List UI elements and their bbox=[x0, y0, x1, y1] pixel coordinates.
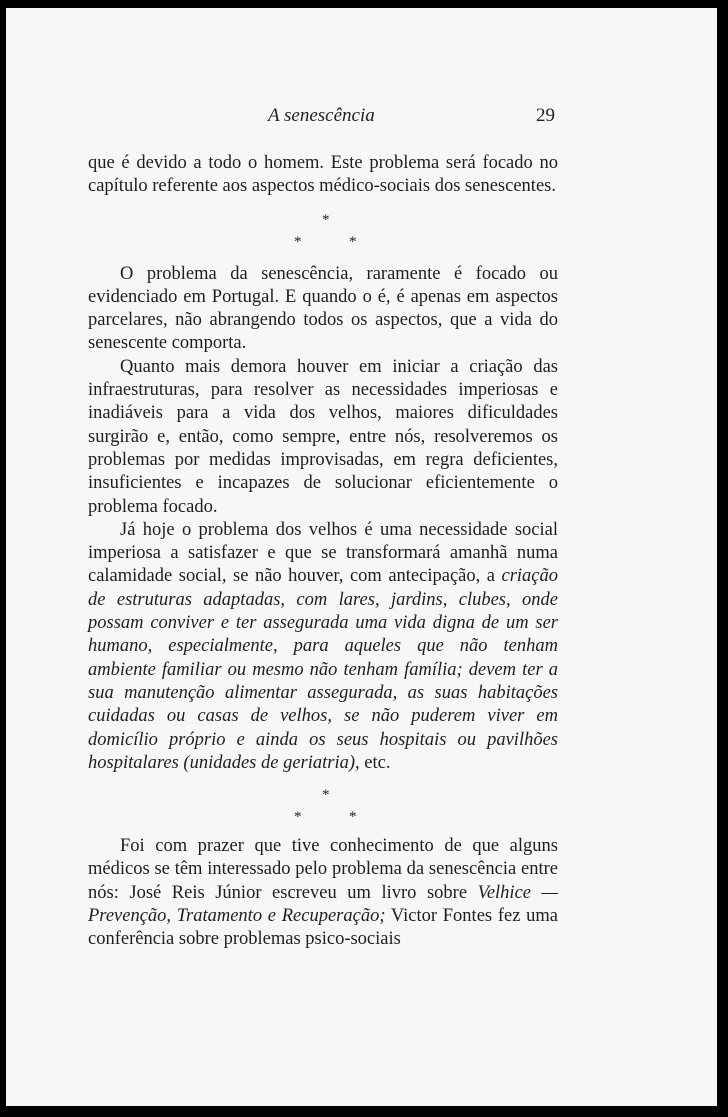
asterisk: * bbox=[322, 211, 330, 228]
paragraph-3: Quanto mais demora houver em iniciar a criação das infraestruturas, para resolver as necessidades imperiosas e inadiáveis para a vida dos velhos, maiores dificuldades surgirão e, então, como sempre, entre nós, resolveremos os problemas por medidas improvisadas, em regra deficientes, insuficientes e incapazes de solucionar eficientemente o problema focado. bbox=[88, 356, 558, 517]
asterism-2 bbox=[88, 775, 558, 835]
asterism-1 bbox=[88, 199, 558, 263]
paragraph-5-intro: Foi com prazer que tive conhecimento de que alguns médicos se têm interessado pelo problema da senescência entre nós: José Reis Júnior escreveu um livro sobre bbox=[88, 836, 558, 903]
asterisk: * bbox=[322, 787, 330, 804]
book-page bbox=[6, 8, 717, 1106]
paragraph-2: O problema da senescência, raramente é focado ou evidenciado em Portugal. E quando o é, é apenas em aspectos parcelares, não abrangendo todos os aspectos, que a vida do senescente comporta. bbox=[88, 263, 558, 354]
paragraph-4-intro: Já hoje o problema dos velhos é uma necessidade social imperiosa a satisfazer e que se transformará amanhã numa calamidade social, se não houver, com antecipação, a bbox=[88, 519, 558, 587]
asterisk: * bbox=[349, 233, 357, 250]
paragraph-4-italic: criação de estruturas adaptadas, com lares, jardins, clubes, onde possam conviver e ter assegurada uma vida digna de um ser humano, especialmente, para aqueles que não tenham ambiente familiar ou mesmo não tenham família; devem ter a sua manutenção alimentar assegurada, as suas habitações cuidadas ou casas de velhos, se não puderem viver em domicílio próprio e ainda os seus hospitais ou pavilhões hospitalares (unidades de geriatria), bbox=[88, 566, 558, 773]
paragraph-5-end: Victor Fontes fez uma conferência sobre problemas psico-sociais bbox=[88, 906, 558, 950]
paragraph-4 bbox=[88, 519, 558, 775]
asterisk: * bbox=[294, 809, 302, 826]
body-text bbox=[88, 152, 558, 952]
running-title: A senescência bbox=[268, 105, 375, 126]
paragraph-5 bbox=[88, 835, 558, 951]
paragraph-5-italic: Velhice — Prevenção, Tratamento e Recuperação; bbox=[88, 882, 558, 927]
paragraph-1: que é devido a todo o homem. Este problema será focado no capítulo referente aos aspectos médico-sociais dos senescentes. bbox=[88, 153, 558, 197]
paragraph-4-end: etc. bbox=[359, 752, 391, 773]
page-number: 29 bbox=[536, 105, 555, 126]
asterisk: * bbox=[294, 233, 302, 250]
asterisk: * bbox=[349, 809, 357, 826]
